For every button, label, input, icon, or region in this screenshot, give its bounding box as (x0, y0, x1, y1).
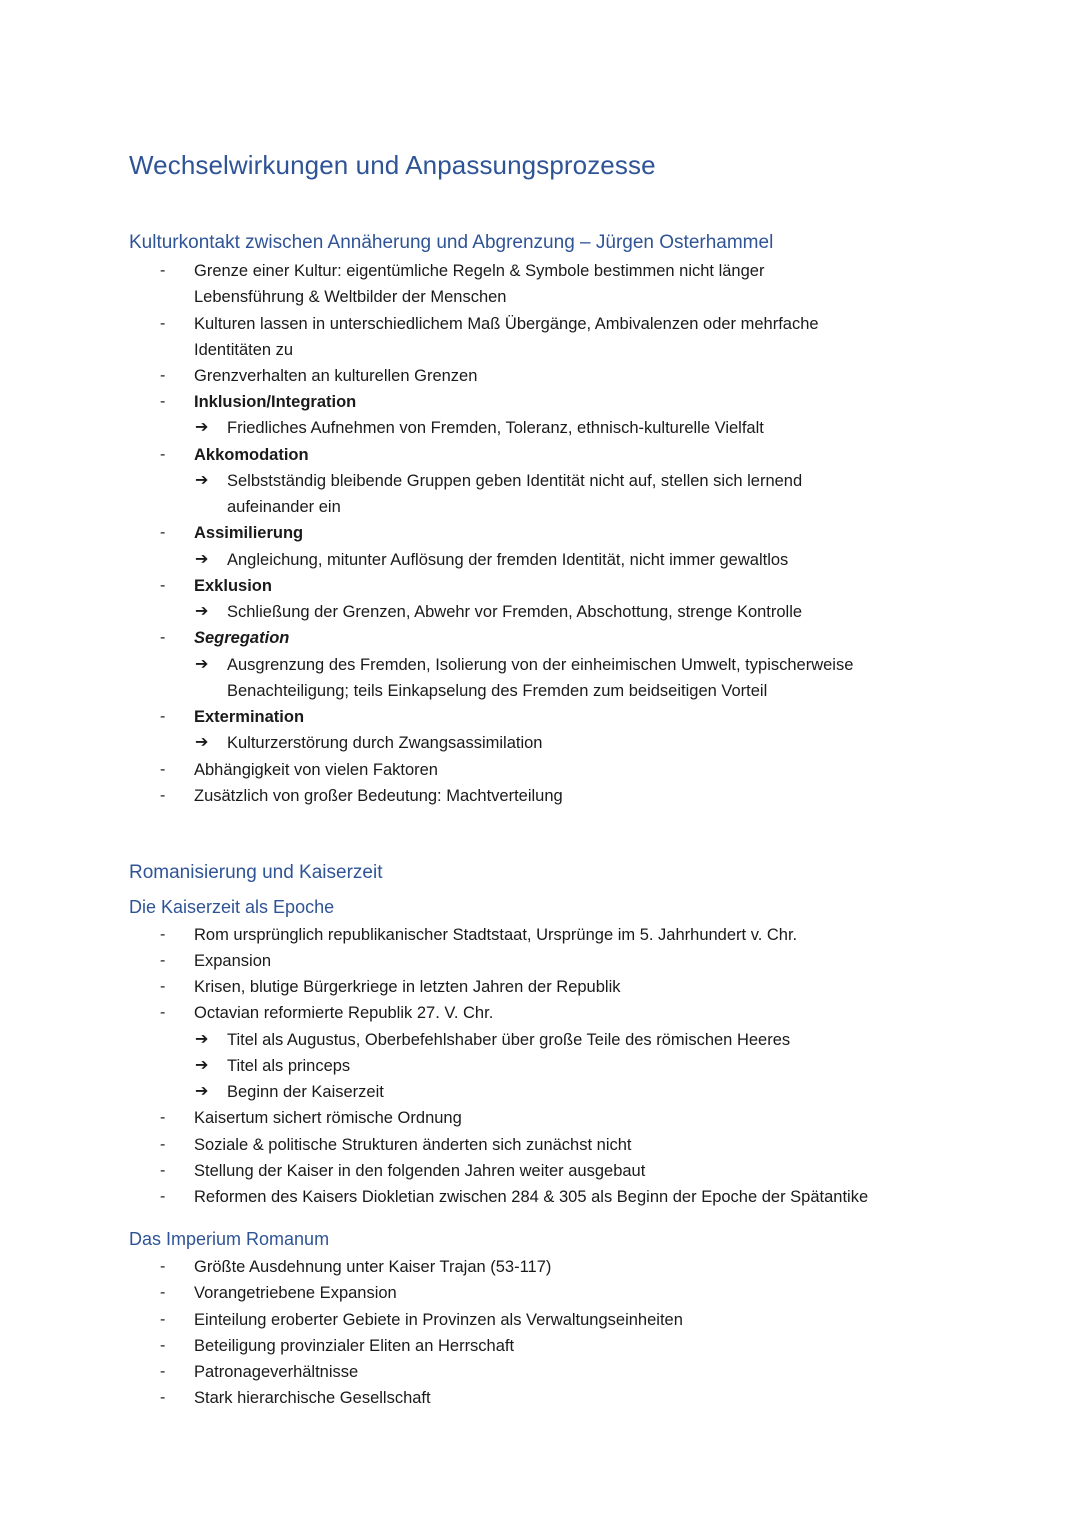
arrow-right-icon: ➔ (195, 1083, 209, 1100)
list-item: Grenze einer Kultur: eigentümliche Regeln & Symbole bestimmen nicht länger (194, 262, 765, 280)
bullet-dash: - (160, 1311, 166, 1328)
term-exklusion: Exklusion (194, 577, 272, 595)
bullet-dash: - (160, 629, 166, 646)
bullet-dash: - (160, 524, 166, 541)
bullet-dash: - (160, 1284, 166, 1301)
list-item: Abhängigkeit von vielen Faktoren (194, 761, 438, 779)
bullet-dash: - (160, 761, 166, 778)
bullet-dash: - (160, 577, 166, 594)
list-item: Kulturen lassen in unterschiedlichem Maß Übergänge, Ambivalenzen oder mehrfache (194, 315, 819, 333)
bullet-dash: - (160, 978, 166, 995)
bullet-dash: - (160, 952, 166, 969)
arrow-right-icon: ➔ (195, 656, 209, 673)
list-item-continuation: Lebensführung & Weltbilder der Menschen (194, 288, 507, 306)
bullet-dash: - (160, 1258, 166, 1275)
subsection-heading-kaiserzeit: Die Kaiserzeit als Epoche (129, 897, 335, 917)
arrow-item: Kulturzerstörung durch Zwangsassimilation (227, 734, 543, 752)
bullet-dash: - (160, 393, 166, 410)
list-item: Vorangetriebene Expansion (194, 1284, 397, 1302)
bullet-dash: - (160, 315, 166, 332)
arrow-right-icon: ➔ (195, 472, 209, 489)
arrow-item: Angleichung, mitunter Auflösung der fremden Identität, nicht immer gewaltlos (227, 551, 789, 569)
bullet-dash: - (160, 262, 166, 279)
term-extermination: Extermination (194, 708, 305, 726)
bullet-dash: - (160, 1337, 166, 1354)
arrow-right-icon: ➔ (195, 551, 209, 568)
term-inklusion: Inklusion/Integration (194, 393, 357, 411)
list-item: Soziale & politische Strukturen änderten sich zunächst nicht (194, 1136, 632, 1154)
bullet-dash: - (160, 1109, 166, 1126)
bullet-dash: - (160, 926, 166, 943)
list-item: Größte Ausdehnung unter Kaiser Trajan (53-117) (194, 1258, 552, 1276)
bullet-dash: - (160, 1363, 166, 1380)
arrow-item: Titel als princeps (227, 1057, 351, 1075)
list-item: Stellung der Kaiser in den folgenden Jahren weiter ausgebaut (194, 1162, 646, 1180)
list-item: Patronageverhältnisse (194, 1363, 359, 1381)
bullet-dash: - (160, 1004, 166, 1021)
arrow-right-icon: ➔ (195, 734, 209, 751)
list-item: Reformen des Kaisers Diokletian zwischen 284 & 305 als Beginn der Epoche der Spätantike (194, 1188, 869, 1206)
arrow-item: Titel als Augustus, Oberbefehlshaber über große Teile des römischen Heeres (227, 1031, 791, 1049)
list-item: Einteilung eroberter Gebiete in Provinzen als Verwaltungseinheiten (194, 1311, 683, 1329)
arrow-item: Selbstständig bleibende Gruppen geben Identität nicht auf, stellen sich lernend (227, 472, 803, 490)
list-item: Rom ursprünglich republikanischer Stadtstaat, Ursprünge im 5. Jahrhundert v. Chr. (194, 926, 798, 944)
arrow-item: Beginn der Kaiserzeit (227, 1083, 384, 1101)
section-heading-romanisierung: Romanisierung und Kaiserzeit (129, 862, 383, 883)
arrow-item-continuation: aufeinander ein (227, 498, 341, 516)
list-item: Octavian reformierte Republik 27. V. Chr. (194, 1004, 494, 1022)
subsection-heading-imperium: Das Imperium Romanum (129, 1229, 330, 1249)
bullet-dash: - (160, 1162, 166, 1179)
arrow-item: Schließung der Grenzen, Abwehr vor Fremden, Abschottung, strenge Kontrolle (227, 603, 803, 621)
list-item: Zusätzlich von großer Bedeutung: Machtverteilung (194, 787, 563, 805)
list-item: Kaisertum sichert römische Ordnung (194, 1109, 462, 1127)
arrow-item-continuation: Benachteiligung; teils Einkapselung des Fremden zum beidseitigen Vorteil (227, 682, 768, 700)
list-item: Expansion (194, 952, 272, 970)
arrow-item: Ausgrenzung des Fremden, Isolierung von der einheimischen Umwelt, typischerweise (227, 656, 854, 674)
bullet-dash: - (160, 708, 166, 725)
list-item: Stark hierarchische Gesellschaft (194, 1389, 431, 1407)
arrow-right-icon: ➔ (195, 603, 209, 620)
list-item-continuation: Identitäten zu (194, 341, 294, 359)
term-segregation: Segregation (194, 629, 290, 647)
arrow-right-icon: ➔ (195, 1031, 209, 1048)
term-akkomodation: Akkomodation (194, 446, 309, 464)
list-item: Krisen, blutige Bürgerkriege in letzten Jahren der Republik (194, 978, 621, 996)
arrow-right-icon: ➔ (195, 419, 209, 436)
bullet-dash: - (160, 1389, 166, 1406)
arrow-item: Friedliches Aufnehmen von Fremden, Toleranz, ethnisch-kulturelle Vielfalt (227, 419, 764, 437)
arrow-right-icon: ➔ (195, 1057, 209, 1074)
bullet-dash: - (160, 787, 166, 804)
bullet-dash: - (160, 1188, 166, 1205)
list-item: Beteiligung provinzialer Eliten an Herrschaft (194, 1337, 515, 1355)
bullet-dash: - (160, 446, 166, 463)
bullet-dash: - (160, 367, 166, 384)
section-heading-kulturkontakt: Kulturkontakt zwischen Annäherung und Abgrenzung – Jürgen Osterhammel (129, 232, 774, 253)
term-assimilierung: Assimilierung (194, 524, 304, 542)
list-item: Grenzverhalten an kulturellen Grenzen (194, 367, 478, 385)
page-title: Wechselwirkungen und Anpassungsprozesse (129, 150, 656, 180)
bullet-dash: - (160, 1136, 166, 1153)
